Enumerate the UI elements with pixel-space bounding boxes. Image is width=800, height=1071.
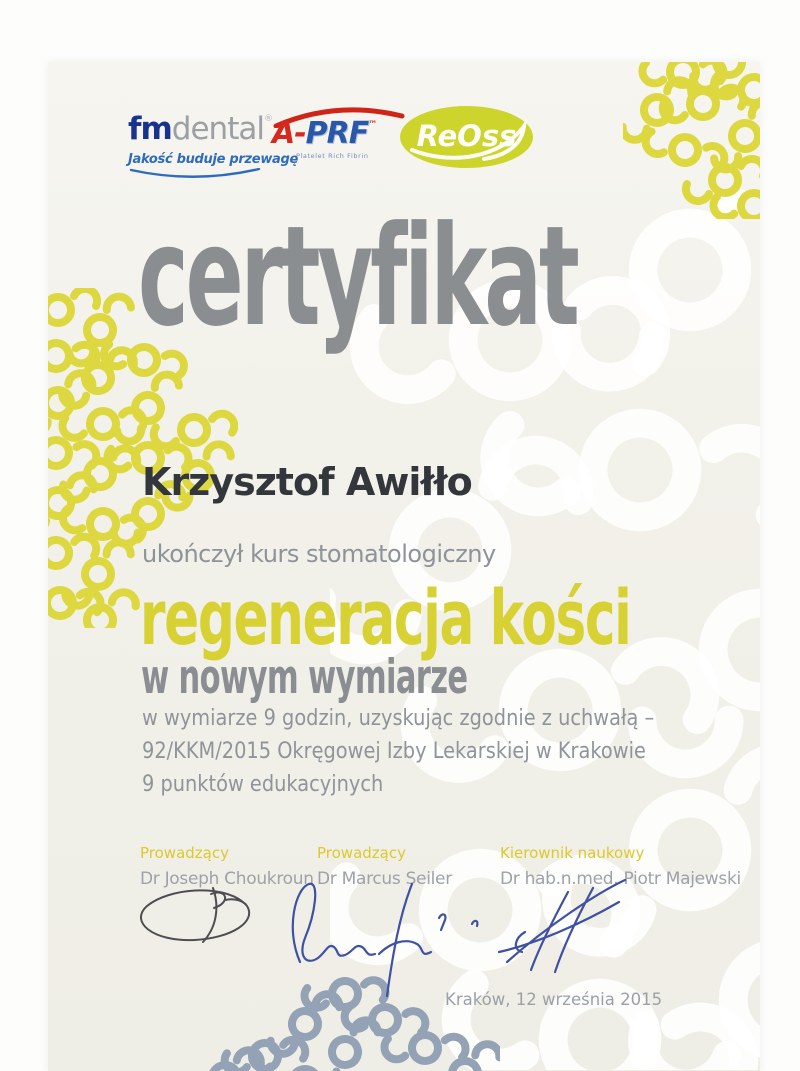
aprf-subtitle: Platelet Rich Fibrin <box>296 152 369 160</box>
fmdental-swoosh-icon <box>128 168 262 182</box>
recipient-name: Krzysztof Awiłło <box>142 460 472 504</box>
signatory-role: Kierownik naukowy <box>500 844 645 862</box>
aprf-prf-text: PRF <box>305 116 369 151</box>
reoss-swoosh-icon <box>400 106 533 168</box>
course-details-line: 9 punktów edukacyjnych <box>142 772 384 797</box>
course-subtitle: w nowym wymiarze <box>141 650 468 705</box>
course-details-line: 92/KKM/2015 Okręgowej Izby Lekarskiej w Krakowie <box>142 739 646 764</box>
signatory-name: Dr Marcus Seiler <box>317 869 452 889</box>
fmdental-logo <box>128 102 299 176</box>
registered-mark-icon: ® <box>263 114 272 124</box>
signatory-name: Dr hab.n.med. Piotr Majewski <box>500 869 741 889</box>
signatory-role: Prowadzący <box>140 844 229 862</box>
reoss-wordmark: ReOss <box>416 119 517 153</box>
signatory-name: Dr Joseph Choukroun <box>140 869 314 889</box>
completion-line: ukończył kurs stomatologiczny <box>142 540 496 568</box>
fmdental-fm-text: fm <box>128 111 172 147</box>
fmdental-wordmark <box>128 102 278 146</box>
aprf-logo <box>272 106 407 166</box>
course-details <box>142 702 654 801</box>
trademark-icon: ™ <box>368 120 377 130</box>
certificate-title: certyfikat <box>138 196 577 357</box>
signature-choukroun <box>141 888 249 942</box>
course-details-line: w wymiarze 9 godzin, uzyskując zgodnie z uchwałą – <box>142 706 655 731</box>
signature-majewski <box>499 880 625 972</box>
aprf-wordmark <box>272 116 376 151</box>
molecule-pattern-top-right <box>623 62 760 219</box>
certificate-page <box>48 62 760 1071</box>
course-title: regeneracja kości <box>140 573 631 662</box>
fmdental-tagline: Jakość buduje przewagę <box>128 152 299 167</box>
fmdental-dental-text: dental <box>171 111 264 147</box>
signatory-role: Prowadzący <box>317 844 406 862</box>
aprf-a-text: A- <box>272 116 306 151</box>
signature-seiler <box>293 884 478 996</box>
reoss-logo <box>400 106 533 168</box>
place-and-date: Kraków, 12 września 2015 <box>445 990 663 1009</box>
